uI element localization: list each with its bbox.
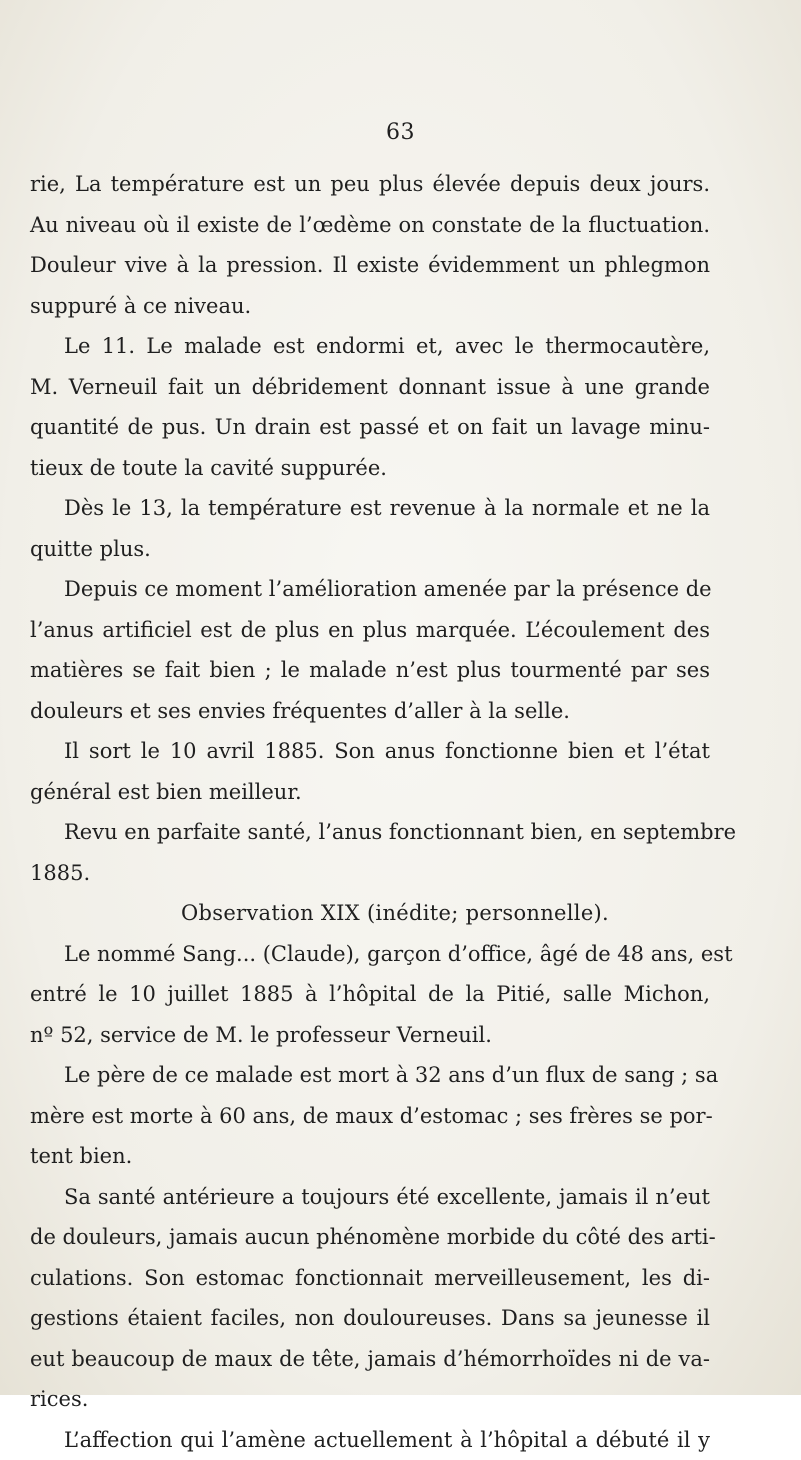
text-line: culations. Son estomac fonctionnait merveilleusement, les di- — [30, 1258, 710, 1299]
text-line: quitte plus. — [30, 529, 710, 570]
text-line: général est bien meilleur. — [30, 772, 710, 813]
text-line: Le 11. Le malade est endormi et, avec le thermocautère, — [30, 326, 710, 367]
text-line: matières se fait bien ; le malade n’est plus tourmenté par ses — [30, 650, 710, 691]
text-line: Revu en parfaite santé, l’anus fonctionnant bien, en septembre — [30, 812, 710, 853]
text-line: Au niveau où il existe de l’œdème on constate de la fluctuation. — [30, 205, 710, 246]
text-line: Depuis ce moment l’amélioration amenée par la présence de — [30, 569, 710, 610]
text-line: mère est morte à 60 ans, de maux d’estomac ; ses frères se por- — [30, 1096, 710, 1137]
text-line: 1885. — [30, 853, 710, 894]
body-text — [30, 164, 710, 1460]
text-line: Douleur vive à la pression. Il existe évidemment un phlegmon — [30, 245, 710, 286]
text-line: tent bien. — [30, 1136, 710, 1177]
text-line: nº 52, service de M. le professeur Verneuil. — [30, 1015, 710, 1056]
text-line: Le père de ce malade est mort à 32 ans d’un flux de sang ; sa — [30, 1055, 710, 1096]
text-line: quantité de pus. Un drain est passé et on fait un lavage minu- — [30, 407, 710, 448]
text-line: rices. — [30, 1379, 710, 1420]
text-line: rie, La température est un peu plus élevée depuis deux jours. — [30, 164, 710, 205]
text-line: eut beaucoup de maux de tête, jamais d’hémorrhoïdes ni de va- — [30, 1339, 710, 1380]
text-line: Il sort le 10 avril 1885. Son anus fonctionne bien et l’état — [30, 731, 710, 772]
text-line: Sa santé antérieure a toujours été excellente, jamais il n’eut — [30, 1177, 710, 1218]
text-line: entré le 10 juillet 1885 à l’hôpital de la Pitié, salle Michon, — [30, 974, 710, 1015]
text-line: Dès le 13, la température est revenue à la normale et ne la — [30, 488, 710, 529]
text-line: tieux de toute la cavité suppurée. — [30, 448, 710, 489]
text-line: gestions étaient faciles, non douloureuses. Dans sa jeunesse il — [30, 1298, 710, 1339]
text-line: M. Verneuil fait un débridement donnant issue à une grande — [30, 367, 710, 408]
observation-heading: Observation XIX (inédite; personnelle). — [30, 893, 710, 934]
text-line: l’anus artificiel est de plus en plus marquée. L’écoulement des — [30, 610, 710, 651]
page-number: 63 — [0, 120, 801, 145]
text-line: de douleurs, jamais aucun phénomène morbide du côté des arti- — [30, 1217, 710, 1258]
text-line: suppuré à ce niveau. — [30, 286, 710, 327]
text-line: douleurs et ses envies fréquentes d’aller à la selle. — [30, 691, 710, 732]
text-line: Le nommé Sang... (Claude), garçon d’office, âgé de 48 ans, est — [30, 934, 710, 975]
text-line: L’affection qui l’amène actuellement à l’hôpital a débuté il y — [30, 1420, 710, 1460]
